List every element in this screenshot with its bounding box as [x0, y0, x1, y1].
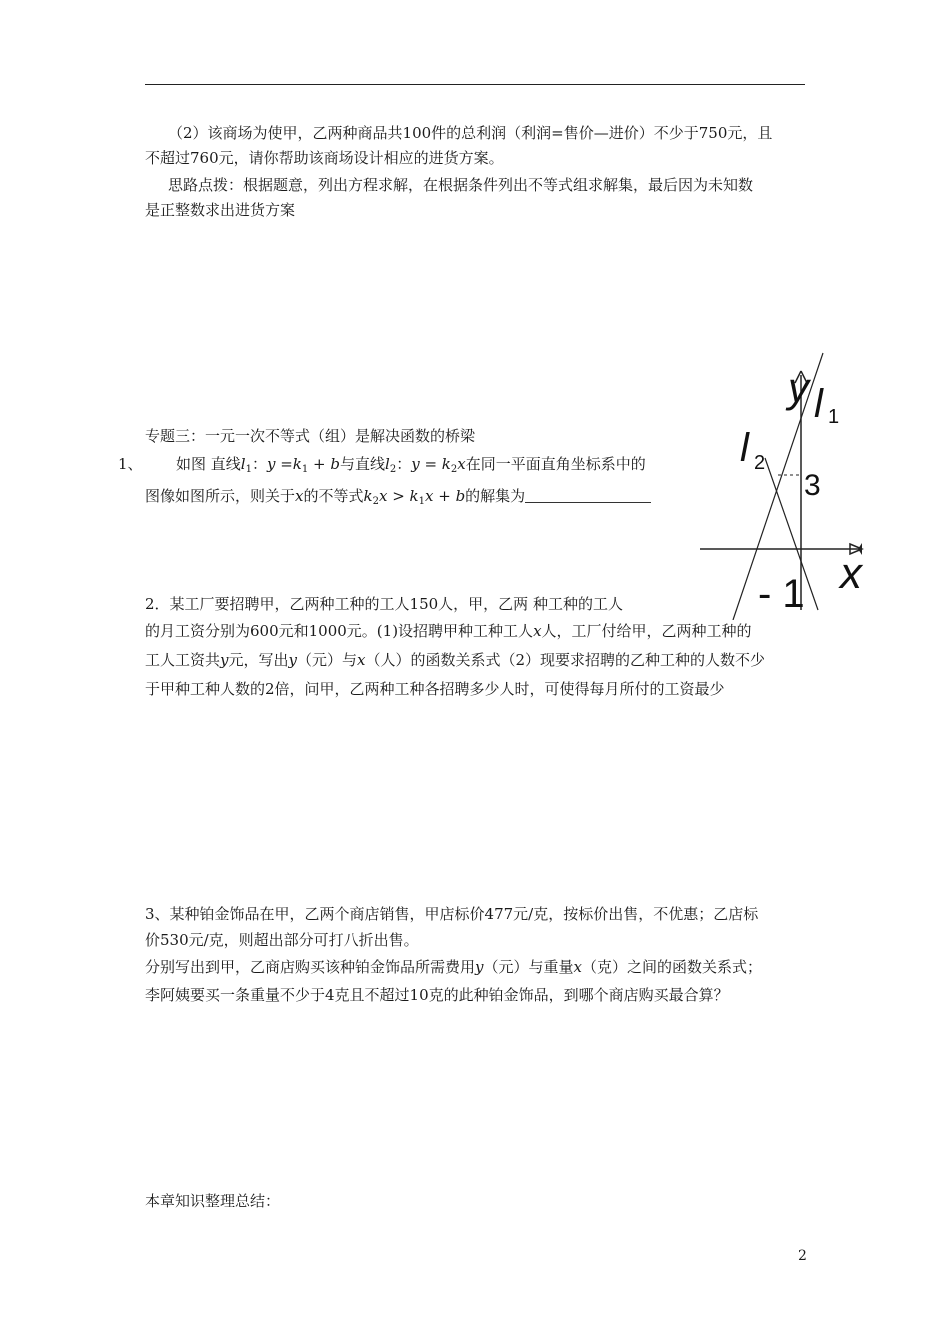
q1-l2: l — [385, 455, 390, 473]
q1-ineq-c: x + b — [425, 487, 466, 505]
header-rule — [145, 84, 805, 85]
q1-line2a: 图像如图所示，则关于 — [145, 487, 296, 505]
q1-eq1-sub: 1 — [301, 464, 309, 475]
topic3-title: 专题三：一元一次不等式（组）是解决函数的桥梁 — [145, 427, 476, 445]
q3-line4: 李阿姨要买一条重量不少于4克且不超过10克的此种铂金饰品，到哪个商店购买最合算？ — [145, 986, 729, 1004]
q1-colon1: ： — [251, 455, 267, 473]
q3-line1: 3、某种铂金饰品在甲，乙两个商店销售，甲店标价477元/克，按标价出售，不优惠；乙店标 — [145, 905, 759, 923]
x-axis-label: x — [840, 549, 862, 598]
q1-ineq-b-sub: 1 — [418, 496, 425, 507]
q1-line1 — [176, 453, 646, 481]
q3-line3a: 分别写出到甲，乙商店购买该种铂金饰品所需费用 — [145, 958, 476, 976]
q2-line3 — [145, 649, 765, 671]
label-three: 3 — [804, 469, 821, 502]
q1-l1: l — [240, 455, 246, 473]
q2-line2 — [145, 620, 752, 642]
part2-line2: 不超过760元，请你帮助该商场设计相应的进货方案。 — [145, 149, 504, 167]
q1-colon2: ： — [396, 455, 412, 473]
q1-eq2: y = k — [411, 455, 451, 473]
hint-line2: 是正整数求出进货方案 — [145, 201, 296, 219]
l1-sub-label: 1 — [828, 406, 840, 428]
q1-text2: 与直线 — [339, 455, 385, 473]
q1-var-x: x — [295, 487, 304, 505]
answer-blank[interactable] — [525, 488, 651, 503]
q3-var-x: x — [573, 958, 582, 976]
label-neg-one: - 1 — [758, 572, 805, 616]
q3-var-y: y — [475, 958, 484, 976]
coordinate-graph — [690, 345, 890, 620]
q1-ineq-a-sub: 2 — [372, 496, 379, 507]
page-number: 2 — [798, 1248, 807, 1264]
q2-line3c: （元）与 — [297, 651, 358, 669]
q1-eq2-rest: x — [457, 455, 466, 473]
q2-line3b: 元，写出 — [228, 651, 289, 669]
q1-eq1: y =k — [266, 455, 302, 473]
l2-label: l — [740, 426, 749, 470]
q1-l2-sub: 2 — [389, 464, 397, 475]
part2-line1: （2）该商场为使甲，乙两种商品共100件的总利润（利润=售价—进价）不少于750元，且 — [168, 124, 773, 142]
q2-line1: 2．某工厂要招聘甲，乙两种工种的工人150人，甲，乙两 种工种的工人 — [145, 595, 623, 613]
l1-label: l — [814, 382, 823, 426]
q2-line3d: （人）的函数关系式（2）现要求招聘的乙种工种的人数不少 — [365, 651, 766, 669]
q1-line2c: 的解集为 — [465, 487, 526, 505]
q1-ineq-b: x > k — [378, 487, 419, 505]
q1-eq1-rest: + b — [308, 455, 340, 473]
q1-text3: 在同一平面直角坐标系中的 — [465, 455, 646, 473]
q3-line3 — [145, 956, 762, 978]
q2-var-x: x — [533, 622, 542, 640]
q2-line2a: 的月工资分别为600元和1000元。(1)设招聘甲种工种工人 — [145, 622, 534, 640]
q2-line3a: 工人工资共 — [145, 651, 221, 669]
l2-sub-label: 2 — [754, 452, 766, 474]
y-axis-label: y — [788, 364, 809, 411]
q2-line4: 于甲种工种人数的2倍，问甲，乙两种工种各招聘多少人时，可使得每月所付的工资最少 — [145, 680, 725, 698]
q2-line2b: 人，工厂付给甲，乙两种工种的 — [541, 622, 752, 640]
q2-var-y2: y — [288, 651, 297, 669]
q1-text1: 如图 直线 — [176, 455, 241, 473]
q1-number: 1、 — [118, 455, 143, 473]
q2-var-y: y — [220, 651, 229, 669]
q1-ineq-a: k — [363, 487, 373, 505]
q1-line2 — [145, 485, 651, 513]
hint-line1: 思路点拨：根据题意，列出方程求解，在根据条件列出不等式组求解集，最后因为未知数 — [168, 176, 754, 194]
q3-line3c: （克）之间的函数关系式； — [581, 958, 762, 976]
q2-var-x2: x — [357, 651, 366, 669]
q3-line2: 价530元/克，则超出部分可打八折出售。 — [145, 931, 419, 949]
q1-eq2-sub: 2 — [450, 464, 458, 475]
summary-heading: 本章知识整理总结： — [145, 1192, 281, 1210]
q1-line2b: 的不等式 — [303, 487, 364, 505]
q3-line3b: （元）与重量 — [483, 958, 574, 976]
q1-l1-sub: 1 — [245, 464, 252, 475]
